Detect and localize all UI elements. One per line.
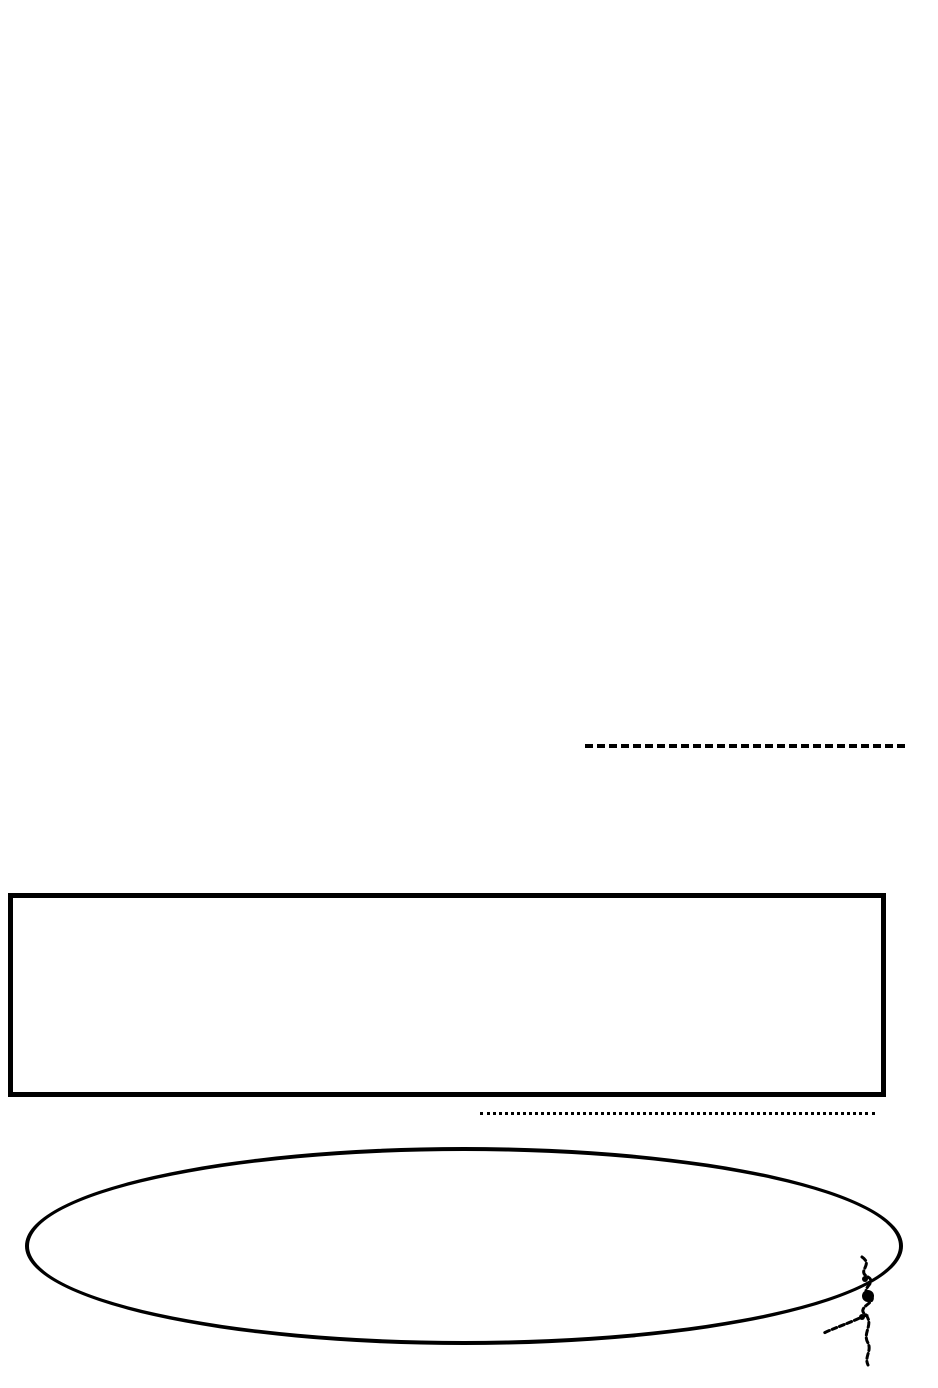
signature-scribble-icon [818,1255,910,1373]
oval-disclaimer-border [25,1147,903,1345]
liuhewang-riddle-box [8,893,886,1097]
dotted-separator-bottom [480,1112,875,1115]
box-title [13,898,881,946]
dashed-separator-top [585,744,905,748]
